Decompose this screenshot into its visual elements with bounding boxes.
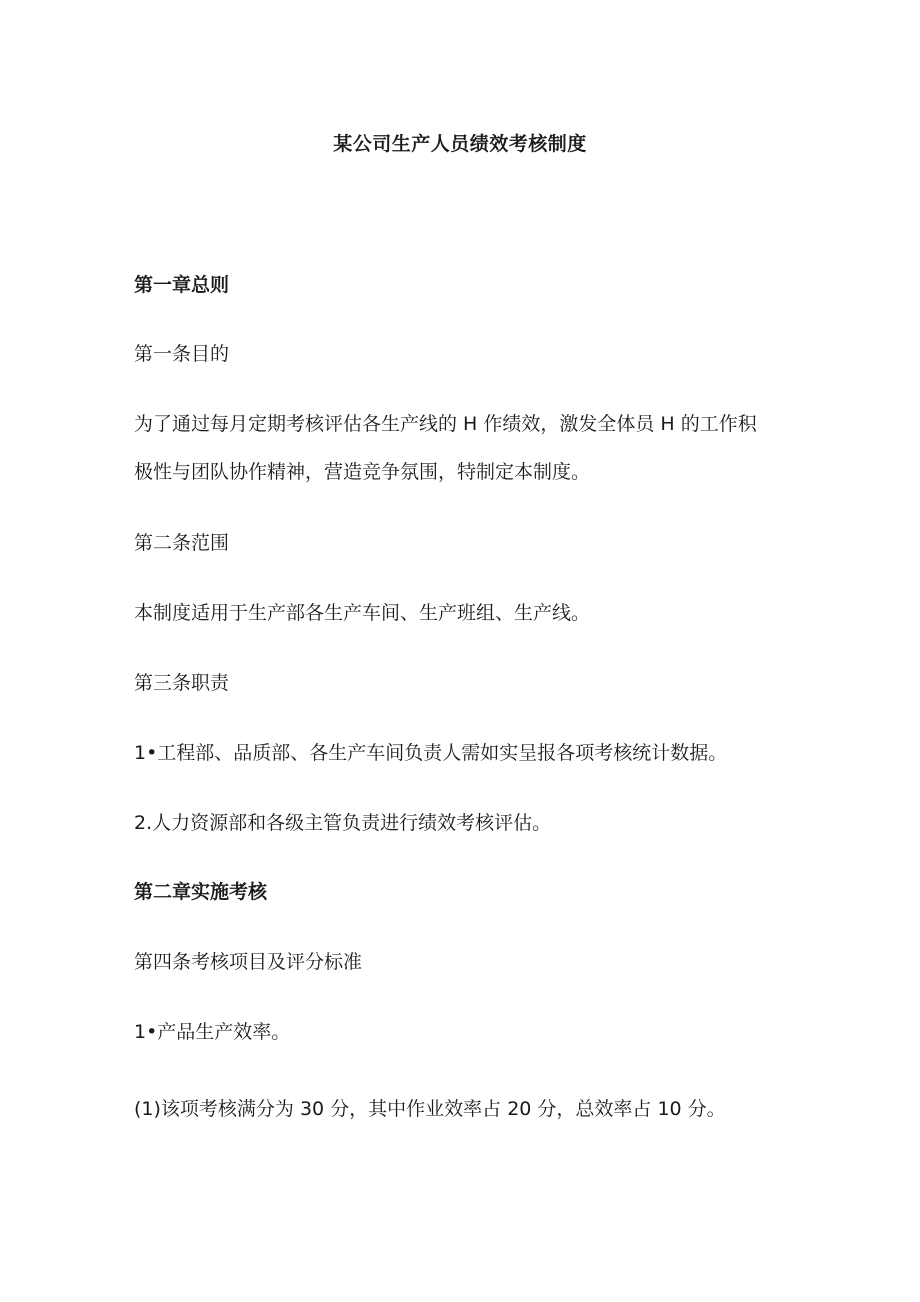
document-title: 某公司生产人员绩效考核制度 (333, 133, 587, 155)
chapter-heading-general: 第一章总则 (134, 274, 230, 296)
duties-item-2: 2.人力资源部和各级主管负责进行绩效考核评估。 (134, 812, 552, 834)
article-purpose-text-line1: 为了通过每月定期考核评估各生产线的 H 作绩效，激发全体员 H 的工作积 (134, 413, 757, 435)
article-heading-assessment-items: 第四条考核项目及评分标准 (134, 951, 363, 973)
article-heading-purpose: 第一条目的 (134, 343, 230, 365)
assessment-item-1-sub-1: (1)该项考核满分为 30 分，其中作业效率占 20 分，总效率占 10 分。 (134, 1098, 726, 1120)
article-purpose-text-line2: 极性与团队协作精神，营造竞争氛围，特制定本制度。 (134, 461, 591, 483)
chapter-heading-implementation: 第二章实施考核 (134, 881, 268, 903)
duties-item-1: 1•工程部、品质部、各生产车间负责人需如实呈报各项考核统计数据。 (134, 742, 728, 764)
article-heading-scope: 第二条范围 (134, 532, 230, 554)
article-heading-duties: 第三条职责 (134, 672, 230, 694)
article-scope-text: 本制度适用于生产部各生产车间、生产班组、生产线。 (134, 602, 591, 624)
assessment-item-1: 1•产品生产效率。 (134, 1021, 291, 1043)
